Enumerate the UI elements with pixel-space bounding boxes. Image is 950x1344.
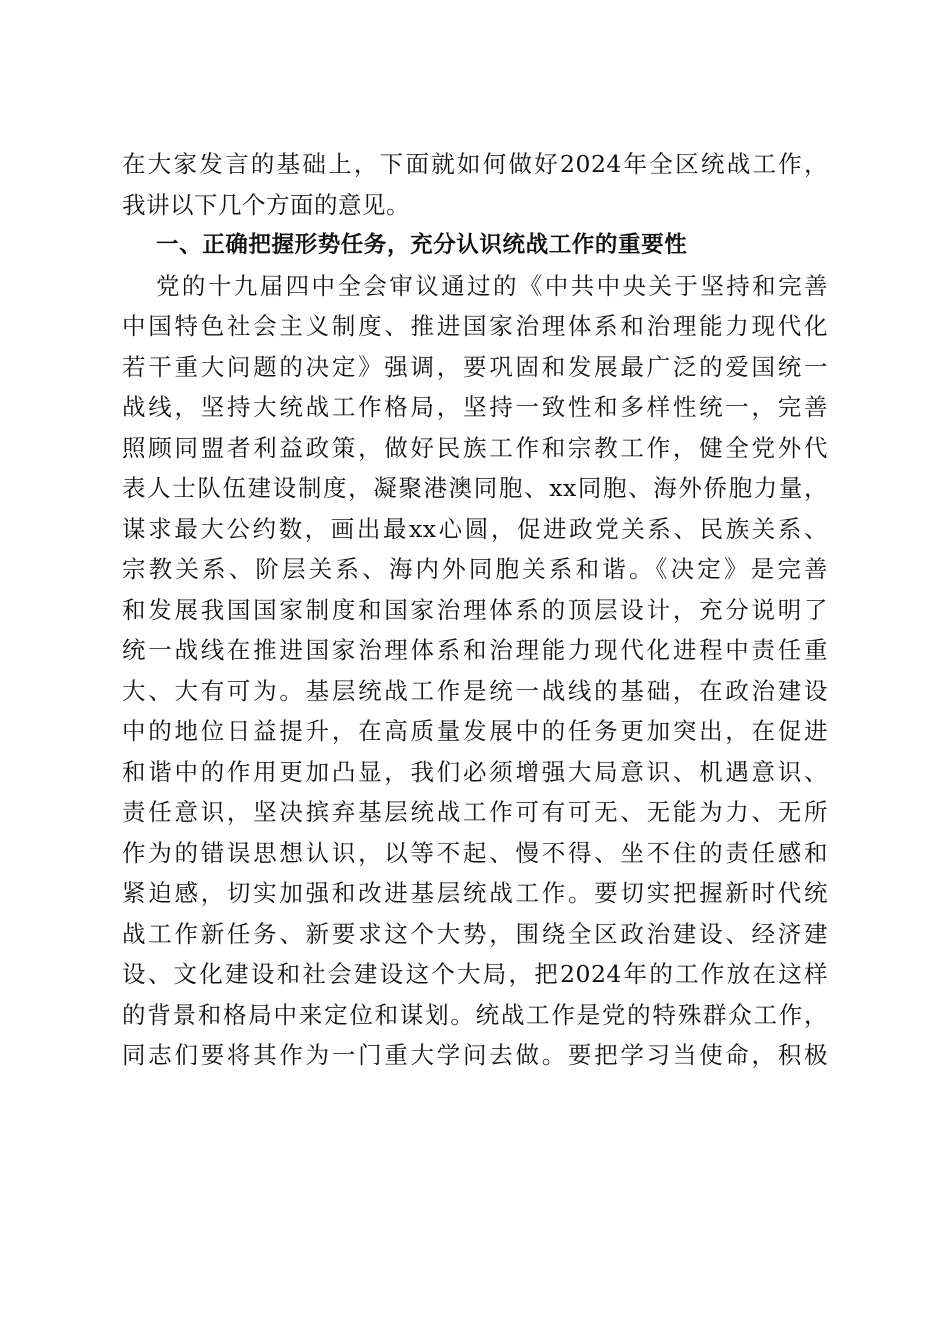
paragraph-line: 战线，坚持大统战工作格局，坚持一致性和多样性统一，完善 [122,393,828,421]
paragraph-line: 中国特色社会主义制度、推进国家治理体系和治理能力现代化 [122,312,828,340]
paragraph-line: 和发展我国国家制度和国家治理体系的顶层设计，充分说明了 [122,595,828,624]
section-heading: 一、正确把握形势任务，充分认识统战工作的重要性 [156,232,688,258]
paragraph-line: 宗教关系、阶层关系、海内外同胞关系和谐。《决定》是完善 [122,555,828,583]
paragraph-line: 紧迫感，切实加强和改进基层统战工作。要切实把握新时代统 [122,879,828,907]
paragraph-line: 党的十九届四中全会审议通过的《中共中央关于坚持和完善 [156,271,828,300]
paragraph-line: 同志们要将其作为一门重大学问去做。要把学习当使命，积极 [122,1041,828,1069]
paragraph-line: 战工作新任务、新要求这个大势，围绕全区政治建设、经济建 [122,919,828,948]
intro-line-2: 我讲以下几个方面的意见。 [122,190,410,219]
paragraph-line: 作为的错误思想认识，以等不起、慢不得、坐不住的责任感和 [122,838,828,867]
intro-line-1: 在大家发言的基础上，下面就如何做好2024年全区统战工作， [122,150,828,178]
paragraph-line: 照顾同盟者利益政策，做好民族工作和宗教工作，健全党外代 [122,433,828,462]
paragraph-line: 统一战线在推进国家治理体系和治理能力现代化进程中责任重 [122,636,828,664]
document-body [122,144,828,1076]
paragraph-line: 若干重大问题的决定》强调，要巩固和发展最广泛的爱国统一 [122,352,828,381]
paragraph-line: 和谐中的作用更加凸显，我们必须增强大局意识、机遇意识、 [122,757,828,786]
paragraph-line: 中的地位日益提升，在高质量发展中的任务更加突出，在促进 [122,717,828,745]
paragraph-line: 设、文化建设和社会建设这个大局，把2024年的工作放在这样 [122,960,828,988]
paragraph-line: 大、大有可为。基层统战工作是统一战线的基础，在政治建设 [122,676,828,705]
paragraph-line: 谋求最大公约数，画出最xx心圆，促进政党关系、民族关系、 [122,514,828,543]
paragraph-line: 的背景和格局中来定位和谋划。统战工作是党的特殊群众工作， [122,1000,828,1029]
paragraph-line: 表人士队伍建设制度，凝聚港澳同胞、xx同胞、海外侨胞力量， [122,474,828,502]
paragraph-line: 责任意识，坚决摈弃基层统战工作可有可无、无能为力、无所 [122,798,828,826]
